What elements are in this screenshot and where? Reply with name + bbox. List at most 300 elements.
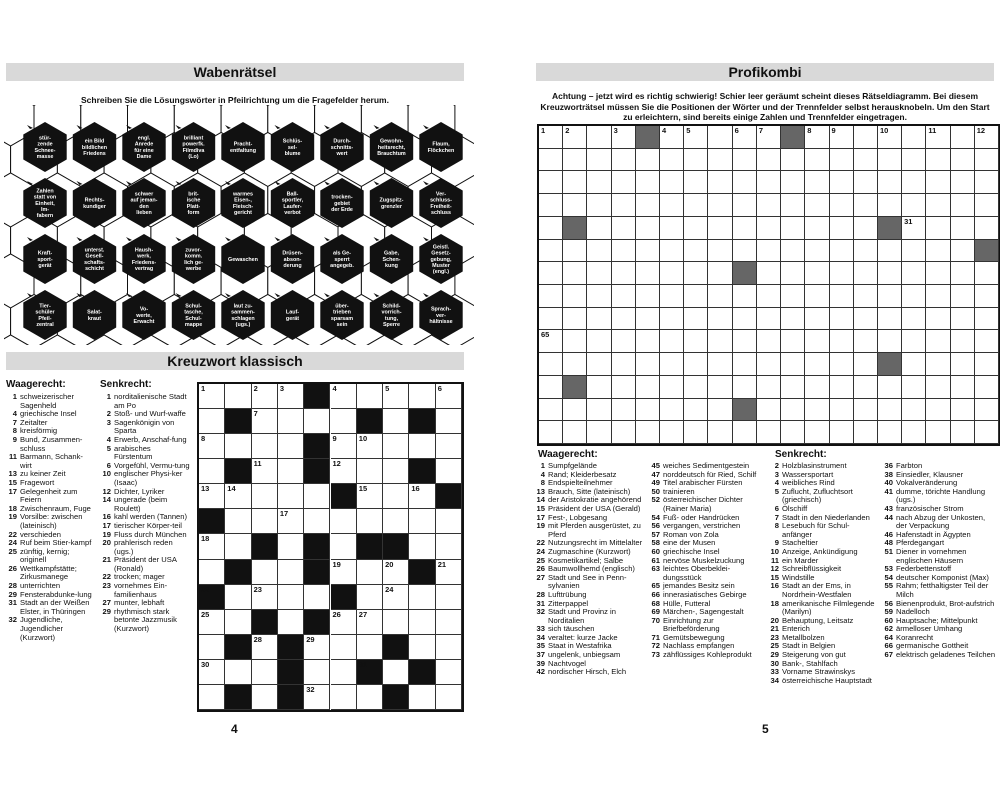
- grid-cell[interactable]: [636, 240, 660, 263]
- grid-cell[interactable]: [278, 384, 304, 409]
- grid-cell[interactable]: [830, 308, 854, 331]
- grid-cell[interactable]: [733, 171, 757, 194]
- grid-cell[interactable]: [708, 330, 732, 353]
- grid-cell[interactable]: [830, 194, 854, 217]
- grid-cell[interactable]: [951, 353, 975, 376]
- grid-cell[interactable]: [926, 399, 950, 422]
- grid-cell[interactable]: [733, 240, 757, 263]
- grid-cell[interactable]: [612, 376, 636, 399]
- grid-cell[interactable]: [278, 534, 304, 559]
- grid-cell[interactable]: [902, 421, 926, 444]
- grid-cell[interactable]: [587, 376, 611, 399]
- grid-cell[interactable]: [252, 685, 278, 710]
- grid-cell[interactable]: [660, 126, 684, 149]
- grid-cell[interactable]: [331, 384, 357, 409]
- grid-cell[interactable]: [636, 353, 660, 376]
- grid-cell[interactable]: [199, 610, 225, 635]
- grid-cell[interactable]: [854, 240, 878, 263]
- grid-cell[interactable]: [357, 585, 383, 610]
- grid-cell[interactable]: [951, 330, 975, 353]
- grid-cell[interactable]: [563, 149, 587, 172]
- grid-cell[interactable]: [757, 262, 781, 285]
- grid-cell[interactable]: [636, 421, 660, 444]
- grid-cell[interactable]: [733, 126, 757, 149]
- grid-cell[interactable]: [539, 421, 563, 444]
- grid-cell[interactable]: [684, 421, 708, 444]
- grid-cell[interactable]: [975, 149, 999, 172]
- grid-cell[interactable]: [539, 217, 563, 240]
- grid-cell[interactable]: [252, 635, 278, 660]
- grid-cell[interactable]: [252, 384, 278, 409]
- grid-cell[interactable]: [278, 560, 304, 585]
- grid-cell[interactable]: [902, 353, 926, 376]
- grid-cell[interactable]: [539, 194, 563, 217]
- grid-cell[interactable]: [830, 421, 854, 444]
- grid-cell[interactable]: [278, 484, 304, 509]
- grid-cell[interactable]: [878, 149, 902, 172]
- grid-cell[interactable]: [357, 509, 383, 534]
- grid-cell[interactable]: [926, 285, 950, 308]
- grid-cell[interactable]: [975, 421, 999, 444]
- grid-cell[interactable]: [830, 330, 854, 353]
- grid-cell[interactable]: [587, 149, 611, 172]
- grid-cell[interactable]: [757, 399, 781, 422]
- grid-cell[interactable]: [854, 330, 878, 353]
- grid-cell[interactable]: [636, 149, 660, 172]
- grid-cell[interactable]: [951, 262, 975, 285]
- grid-cell[interactable]: [278, 585, 304, 610]
- grid-cell[interactable]: [805, 217, 829, 240]
- grid-cell[interactable]: [436, 560, 462, 585]
- grid-cell[interactable]: [660, 217, 684, 240]
- grid-cell[interactable]: [805, 171, 829, 194]
- grid-cell[interactable]: [252, 660, 278, 685]
- grid-cell[interactable]: [252, 409, 278, 434]
- grid-cell[interactable]: [331, 560, 357, 585]
- grid-cell[interactable]: [902, 399, 926, 422]
- grid-cell[interactable]: [612, 217, 636, 240]
- grid-cell[interactable]: [926, 217, 950, 240]
- grid-cell[interactable]: [902, 262, 926, 285]
- grid-cell[interactable]: [781, 421, 805, 444]
- grid-cell[interactable]: [612, 421, 636, 444]
- grid-cell[interactable]: [612, 353, 636, 376]
- grid-cell[interactable]: [357, 484, 383, 509]
- grid-cell[interactable]: [878, 285, 902, 308]
- grid-cell[interactable]: [660, 149, 684, 172]
- grid-cell[interactable]: [331, 610, 357, 635]
- grid-cell[interactable]: [660, 421, 684, 444]
- grid-cell[interactable]: [304, 484, 330, 509]
- grid-cell[interactable]: [975, 330, 999, 353]
- grid-cell[interactable]: [660, 240, 684, 263]
- grid-cell[interactable]: [684, 308, 708, 331]
- grid-cell[interactable]: [854, 217, 878, 240]
- grid-cell[interactable]: [331, 409, 357, 434]
- grid-cell[interactable]: [199, 459, 225, 484]
- grid-cell[interactable]: [357, 434, 383, 459]
- grid-cell[interactable]: [757, 194, 781, 217]
- grid-cell[interactable]: [854, 376, 878, 399]
- grid-cell[interactable]: [563, 262, 587, 285]
- grid-cell[interactable]: [708, 171, 732, 194]
- grid-cell[interactable]: [539, 126, 563, 149]
- grid-cell[interactable]: [660, 399, 684, 422]
- grid-cell[interactable]: [278, 509, 304, 534]
- grid-cell[interactable]: [708, 149, 732, 172]
- grid-cell[interactable]: [733, 376, 757, 399]
- grid-cell[interactable]: [733, 194, 757, 217]
- grid-cell[interactable]: [199, 635, 225, 660]
- grid-cell[interactable]: [902, 376, 926, 399]
- grid-cell[interactable]: [805, 126, 829, 149]
- grid-cell[interactable]: [252, 484, 278, 509]
- grid-cell[interactable]: [539, 171, 563, 194]
- grid-cell[interactable]: [757, 285, 781, 308]
- grid-cell[interactable]: [830, 285, 854, 308]
- grid-cell[interactable]: [636, 376, 660, 399]
- grid-cell[interactable]: [975, 126, 999, 149]
- grid-cell[interactable]: [587, 171, 611, 194]
- grid-cell[interactable]: [926, 353, 950, 376]
- grid-cell[interactable]: [409, 384, 435, 409]
- grid-cell[interactable]: [409, 534, 435, 559]
- grid-cell[interactable]: [225, 585, 251, 610]
- grid-cell[interactable]: [660, 353, 684, 376]
- grid-cell[interactable]: [612, 285, 636, 308]
- grid-cell[interactable]: [587, 330, 611, 353]
- grid-cell[interactable]: [199, 484, 225, 509]
- grid-cell[interactable]: [436, 635, 462, 660]
- grid-cell[interactable]: [951, 126, 975, 149]
- grid-cell[interactable]: [199, 384, 225, 409]
- grid-cell[interactable]: [383, 660, 409, 685]
- grid-cell[interactable]: [331, 434, 357, 459]
- grid-cell[interactable]: [830, 217, 854, 240]
- grid-cell[interactable]: [781, 399, 805, 422]
- grid-cell[interactable]: [383, 384, 409, 409]
- grid-cell[interactable]: [252, 434, 278, 459]
- grid-cell[interactable]: [331, 509, 357, 534]
- grid-cell[interactable]: [854, 149, 878, 172]
- grid-cell[interactable]: [563, 330, 587, 353]
- grid-cell[interactable]: [225, 534, 251, 559]
- grid-cell[interactable]: [708, 126, 732, 149]
- grid-cell[interactable]: [878, 126, 902, 149]
- grid-cell[interactable]: [708, 308, 732, 331]
- grid-cell[interactable]: [436, 685, 462, 710]
- grid-cell[interactable]: [733, 285, 757, 308]
- grid-cell[interactable]: [902, 308, 926, 331]
- grid-cell[interactable]: [854, 399, 878, 422]
- grid-cell[interactable]: [612, 330, 636, 353]
- grid-cell[interactable]: [612, 171, 636, 194]
- grid-cell[interactable]: [636, 171, 660, 194]
- grid-cell[interactable]: [436, 434, 462, 459]
- grid-cell[interactable]: [612, 126, 636, 149]
- grid-cell[interactable]: [902, 126, 926, 149]
- grid-cell[interactable]: [733, 149, 757, 172]
- grid-cell[interactable]: [951, 421, 975, 444]
- grid-cell[interactable]: [708, 421, 732, 444]
- grid-cell[interactable]: [357, 560, 383, 585]
- grid-cell[interactable]: [587, 126, 611, 149]
- grid-cell[interactable]: [252, 459, 278, 484]
- grid-cell[interactable]: [436, 409, 462, 434]
- grid-cell[interactable]: [781, 376, 805, 399]
- grid-cell[interactable]: [951, 149, 975, 172]
- grid-cell[interactable]: [563, 240, 587, 263]
- grid-cell[interactable]: [539, 353, 563, 376]
- grid-cell[interactable]: [436, 509, 462, 534]
- grid-cell[interactable]: [304, 409, 330, 434]
- grid-cell[interactable]: [563, 171, 587, 194]
- grid-cell[interactable]: [199, 685, 225, 710]
- grid-cell[interactable]: [539, 330, 563, 353]
- grid-cell[interactable]: [830, 262, 854, 285]
- grid-cell[interactable]: [975, 308, 999, 331]
- grid-cell[interactable]: [684, 399, 708, 422]
- grid-cell[interactable]: [854, 171, 878, 194]
- grid-cell[interactable]: [926, 126, 950, 149]
- grid-cell[interactable]: [854, 194, 878, 217]
- grid-cell[interactable]: [757, 149, 781, 172]
- grid-cell[interactable]: [878, 240, 902, 263]
- grid-cell[interactable]: [331, 660, 357, 685]
- grid-cell[interactable]: [975, 194, 999, 217]
- grid-cell[interactable]: [781, 353, 805, 376]
- grid-cell[interactable]: [902, 240, 926, 263]
- grid-cell[interactable]: [757, 171, 781, 194]
- grid-cell[interactable]: [252, 509, 278, 534]
- grid-cell[interactable]: [902, 149, 926, 172]
- grid-cell[interactable]: [733, 308, 757, 331]
- grid-cell[interactable]: [436, 384, 462, 409]
- grid-cell[interactable]: [781, 171, 805, 194]
- grid-cell[interactable]: [252, 560, 278, 585]
- grid-cell[interactable]: [975, 262, 999, 285]
- grid-cell[interactable]: [612, 399, 636, 422]
- grid-cell[interactable]: [304, 509, 330, 534]
- grid-cell[interactable]: [383, 484, 409, 509]
- grid-cell[interactable]: [383, 409, 409, 434]
- grid-cell[interactable]: [975, 285, 999, 308]
- grid-cell[interactable]: [830, 126, 854, 149]
- grid-cell[interactable]: [587, 240, 611, 263]
- grid-cell[interactable]: [926, 262, 950, 285]
- grid-cell[interactable]: [660, 262, 684, 285]
- grid-cell[interactable]: [830, 171, 854, 194]
- grid-cell[interactable]: [199, 534, 225, 559]
- grid-cell[interactable]: [409, 434, 435, 459]
- grid-cell[interactable]: [757, 376, 781, 399]
- grid-cell[interactable]: [757, 421, 781, 444]
- grid-cell[interactable]: [587, 262, 611, 285]
- grid-cell[interactable]: [878, 399, 902, 422]
- grid-cell[interactable]: [660, 285, 684, 308]
- grid-cell[interactable]: [539, 308, 563, 331]
- grid-cell[interactable]: [304, 635, 330, 660]
- grid-cell[interactable]: [612, 308, 636, 331]
- grid-cell[interactable]: [225, 509, 251, 534]
- grid-cell[interactable]: [304, 660, 330, 685]
- grid-cell[interactable]: [436, 534, 462, 559]
- grid-cell[interactable]: [830, 149, 854, 172]
- grid-cell[interactable]: [436, 585, 462, 610]
- grid-cell[interactable]: [951, 171, 975, 194]
- grid-cell[interactable]: [878, 308, 902, 331]
- grid-cell[interactable]: [225, 434, 251, 459]
- grid-cell[interactable]: [781, 308, 805, 331]
- grid-cell[interactable]: [587, 285, 611, 308]
- grid-cell[interactable]: [926, 421, 950, 444]
- grid-cell[interactable]: [708, 240, 732, 263]
- grid-cell[interactable]: [757, 353, 781, 376]
- grid-cell[interactable]: [563, 308, 587, 331]
- grid-cell[interactable]: [733, 217, 757, 240]
- grid-cell[interactable]: [660, 376, 684, 399]
- grid-cell[interactable]: [708, 285, 732, 308]
- grid-cell[interactable]: [805, 330, 829, 353]
- grid-cell[interactable]: [357, 459, 383, 484]
- grid-cell[interactable]: [854, 126, 878, 149]
- grid-cell[interactable]: [684, 194, 708, 217]
- grid-cell[interactable]: [805, 353, 829, 376]
- grid-cell[interactable]: [225, 610, 251, 635]
- grid-cell[interactable]: [902, 285, 926, 308]
- grid-cell[interactable]: [587, 194, 611, 217]
- grid-cell[interactable]: [684, 171, 708, 194]
- grid-cell[interactable]: [708, 217, 732, 240]
- grid-cell[interactable]: [684, 376, 708, 399]
- grid-cell[interactable]: [926, 308, 950, 331]
- grid-cell[interactable]: [409, 484, 435, 509]
- grid-cell[interactable]: [357, 610, 383, 635]
- grid-cell[interactable]: [708, 399, 732, 422]
- grid-cell[interactable]: [878, 376, 902, 399]
- grid-cell[interactable]: [975, 171, 999, 194]
- grid-cell[interactable]: [539, 149, 563, 172]
- grid-cell[interactable]: [975, 217, 999, 240]
- grid-cell[interactable]: [563, 399, 587, 422]
- grid-cell[interactable]: [951, 399, 975, 422]
- grid-cell[interactable]: [902, 217, 926, 240]
- grid-cell[interactable]: [684, 330, 708, 353]
- grid-cell[interactable]: [805, 399, 829, 422]
- grid-cell[interactable]: [878, 194, 902, 217]
- grid-cell[interactable]: [587, 399, 611, 422]
- grid-cell[interactable]: [660, 194, 684, 217]
- grid-cell[interactable]: [612, 149, 636, 172]
- grid-cell[interactable]: [636, 285, 660, 308]
- grid-cell[interactable]: [409, 509, 435, 534]
- grid-cell[interactable]: [660, 308, 684, 331]
- grid-cell[interactable]: [854, 308, 878, 331]
- grid-cell[interactable]: [331, 534, 357, 559]
- grid-cell[interactable]: [926, 194, 950, 217]
- grid-cell[interactable]: [854, 353, 878, 376]
- grid-cell[interactable]: [278, 434, 304, 459]
- grid-cell[interactable]: [708, 353, 732, 376]
- grid-cell[interactable]: [733, 330, 757, 353]
- grid-cell[interactable]: [781, 285, 805, 308]
- grid-cell[interactable]: [539, 240, 563, 263]
- grid-cell[interactable]: [975, 353, 999, 376]
- grid-cell[interactable]: [225, 384, 251, 409]
- grid-cell[interactable]: [409, 585, 435, 610]
- grid-cell[interactable]: [781, 194, 805, 217]
- grid-cell[interactable]: [199, 560, 225, 585]
- grid-cell[interactable]: [383, 560, 409, 585]
- grid-cell[interactable]: [331, 459, 357, 484]
- grid-cell[interactable]: [757, 217, 781, 240]
- grid-cell[interactable]: [781, 240, 805, 263]
- grid-cell[interactable]: [304, 585, 330, 610]
- grid-cell[interactable]: [975, 376, 999, 399]
- grid-cell[interactable]: [563, 126, 587, 149]
- grid-cell[interactable]: [830, 353, 854, 376]
- grid-cell[interactable]: [902, 171, 926, 194]
- grid-cell[interactable]: [539, 399, 563, 422]
- grid-cell[interactable]: [684, 217, 708, 240]
- grid-cell[interactable]: [684, 149, 708, 172]
- grid-cell[interactable]: [563, 194, 587, 217]
- grid-cell[interactable]: [951, 217, 975, 240]
- grid-cell[interactable]: [684, 353, 708, 376]
- grid-cell[interactable]: [539, 376, 563, 399]
- grid-cell[interactable]: [587, 217, 611, 240]
- grid-cell[interactable]: [805, 376, 829, 399]
- grid-cell[interactable]: [926, 171, 950, 194]
- grid-cell[interactable]: [757, 308, 781, 331]
- grid-cell[interactable]: [636, 308, 660, 331]
- grid-cell[interactable]: [926, 330, 950, 353]
- grid-cell[interactable]: [278, 409, 304, 434]
- grid-cell[interactable]: [951, 308, 975, 331]
- grid-cell[interactable]: [781, 262, 805, 285]
- grid-cell[interactable]: [199, 409, 225, 434]
- grid-cell[interactable]: [660, 171, 684, 194]
- grid-cell[interactable]: [563, 421, 587, 444]
- grid-cell[interactable]: [331, 635, 357, 660]
- grid-cell[interactable]: [684, 262, 708, 285]
- grid-cell[interactable]: [612, 240, 636, 263]
- grid-cell[interactable]: [383, 509, 409, 534]
- grid-cell[interactable]: [612, 194, 636, 217]
- grid-cell[interactable]: [539, 262, 563, 285]
- grid-cell[interactable]: [684, 285, 708, 308]
- grid-cell[interactable]: [951, 285, 975, 308]
- grid-cell[interactable]: [225, 660, 251, 685]
- grid-cell[interactable]: [409, 610, 435, 635]
- grid-cell[interactable]: [304, 685, 330, 710]
- grid-cell[interactable]: [878, 171, 902, 194]
- grid-cell[interactable]: [684, 126, 708, 149]
- grid-cell[interactable]: [951, 194, 975, 217]
- grid-cell[interactable]: [878, 330, 902, 353]
- grid-cell[interactable]: [805, 285, 829, 308]
- grid-cell[interactable]: [357, 685, 383, 710]
- grid-cell[interactable]: [252, 585, 278, 610]
- grid-cell[interactable]: [383, 459, 409, 484]
- grid-cell[interactable]: [781, 149, 805, 172]
- grid-cell[interactable]: [331, 685, 357, 710]
- grid-cell[interactable]: [563, 285, 587, 308]
- grid-cell[interactable]: [612, 262, 636, 285]
- grid-cell[interactable]: [805, 240, 829, 263]
- grid-cell[interactable]: [926, 149, 950, 172]
- grid-cell[interactable]: [781, 330, 805, 353]
